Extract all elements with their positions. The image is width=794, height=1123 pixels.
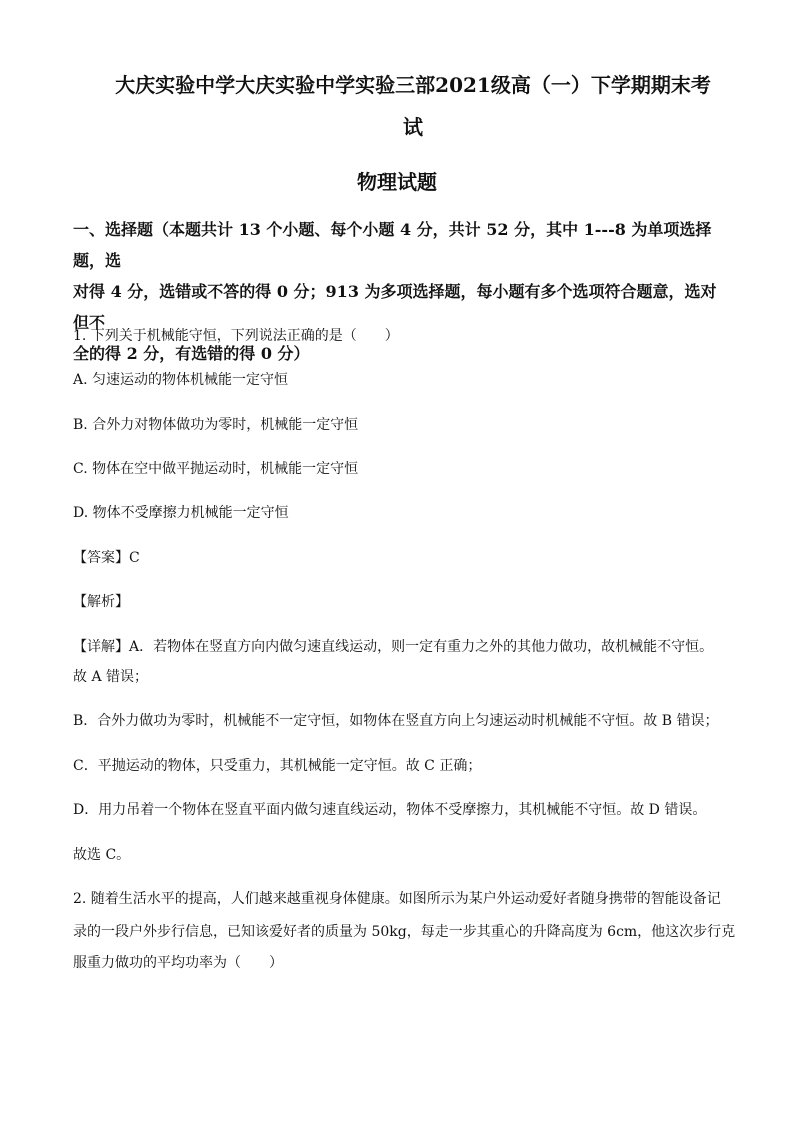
exam-title-line1: 大庆实验中学大庆实验中学实验三部2021级高（一）下学期期末考	[115, 73, 711, 97]
q1-detail-line: C．平抛运动的物体，只受重力，其机械能一定守恒。故 C 正确；	[73, 758, 482, 774]
q1-detail-line: 故 A 错误；	[73, 669, 149, 685]
q2-stem-line: 录的一段户外步行信息，已知该爱好者的质量为 50kg，每走一步其重心的升降高度为 6cm，他这次步行克	[73, 924, 736, 940]
q1-option-c: C. 物体在空中做平抛运动时，机械能一定守恒	[73, 461, 359, 477]
q1-detail-line: 故选 C。	[73, 847, 131, 863]
q1-answer: 【答案】C	[73, 550, 140, 566]
q1-option-d: D. 物体不受摩擦力机械能一定守恒	[73, 505, 289, 521]
q2-stem-line: 2. 随着生活水平的提高，人们越来越重视身体健康。如图所示为某户外运动爱好者随身携带的智能设备记	[73, 891, 721, 907]
q1-analysis-tag: 【解析】	[73, 594, 129, 610]
q2-stem-line: 服重力做功的平均功率为（ ）	[73, 955, 283, 971]
subject-title: 物理试题	[357, 170, 437, 194]
section-instructions-line: 对得 4 分，选错或不答的得 0 分；913 为多项选择题，每小题有多个选项符合题意，选对但不	[73, 282, 717, 332]
q1-detail-line: 【详解】A．若物体在竖直方向内做匀速直线运动，则一定有重力之外的其他力做功，故机械能不守恒。	[73, 639, 714, 655]
exam-title-line2: 试	[403, 115, 423, 139]
section-instructions-line: 一、选择题（本题共计 13 个小题、每个小题 4 分，共计 52 分，其中 1---8 为单项选择题，选	[73, 220, 712, 270]
q1-detail-line: D．用力吊着一个物体在竖直平面内做匀速直线运动，物体不受摩擦力，其机械能不守恒。故 D 错误。	[73, 802, 707, 818]
q1-option-a: A. 匀速运动的物体机械能一定守恒	[73, 372, 289, 388]
q1-option-b: B. 合外力对物体做功为零时，机械能一定守恒	[73, 417, 359, 433]
section-instructions-line: 全的得 2 分，有选错的得 0 分）	[73, 344, 310, 363]
q1-stem: 1. 下列关于机械能守恒，下列说法正确的是（ ）	[73, 328, 399, 344]
q1-detail-line: B．合外力做功为零时，机械能不一定守恒，如物体在竖直方向上匀速运动时机械能不守恒。故 B 错误；	[73, 713, 719, 729]
